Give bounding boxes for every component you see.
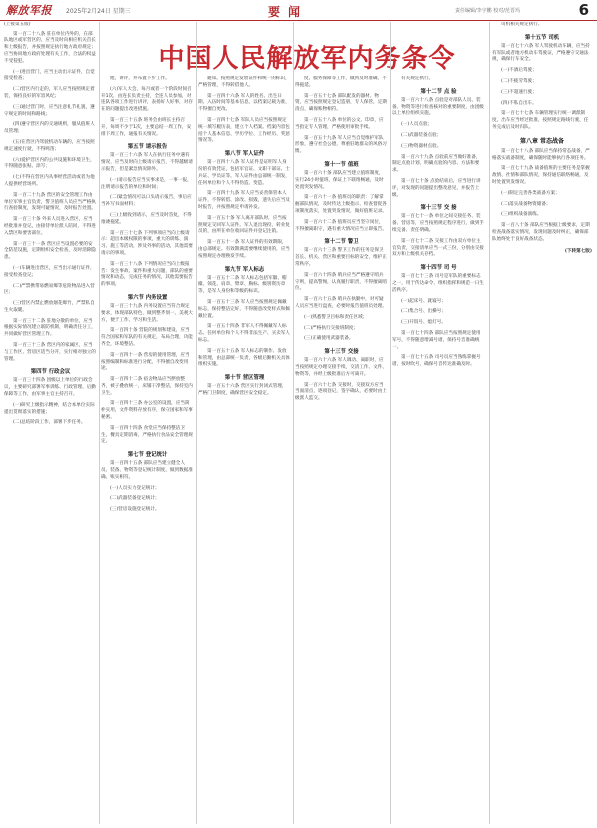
article-paragraph: (二)武器装备点验； <box>401 132 442 138</box>
section-heading: 第十节 营区管理 <box>224 375 265 382</box>
article-paragraph: (一)制定完善各类战备方案； <box>501 190 560 196</box>
article-paragraph: 第一百三十四条 团级以上单位的行政会议，主要研究部署军事训练、行政管理、后勤保障等工作，由军事主官主持召开。 <box>4 378 96 398</box>
article-paragraph: 第一百六十八条 点验是对部队人员、装备、物资等进行检查核对的重要制度，由团级以上单位组织实施。 <box>392 97 484 117</box>
section-heading: 第七节 登记统计 <box>127 452 168 459</box>
article-paragraph: 第一百七十八条 部队应当保持常态战备，严格落实战备制度，确保随时能够执行各项任务。 <box>492 148 590 161</box>
article-paragraph: (三)开饭号、熄灯号。 <box>401 320 446 326</box>
article-paragraph: (三)营区内禁止燃放烟花爆竹，严禁私自生火取暖。 <box>4 301 95 313</box>
section-heading: 第十二节 警卫 <box>324 239 359 246</box>
article-paragraph: 第一百五十八条 单位的公文、印章，应当指定专人管理，严格使用审批手续。 <box>295 117 384 130</box>
article-paragraph: (四)遵守营区内的交通规则，服从值班人员管理； <box>4 122 95 135</box>
article-paragraph: 他，讲评，并布置下步工作。 <box>110 76 170 81</box>
article-paragraph: 第一百三十六条 军人在执行任务中遇有情况，应当及时向上级请示报告，不得越级请示报告，但是紧急情况除外。 <box>101 153 193 172</box>
article-paragraph: (二)营区内行走的，军人应当按照规定着装，保持良好的军容风纪； <box>4 87 95 99</box>
article-paragraph: (一)人员实力登记统计； <box>110 485 160 491</box>
article-paragraph: 第一百三十一条 营区应当设置必要的安全防范设施，定期组织安全检查，及时消除隐患。 <box>4 241 96 261</box>
article-paragraph: (一)请示报告应当实事求是，一事一报，注明请示报告的单位和时间； <box>101 177 192 190</box>
section-heading: 第六节 内务设置 <box>127 294 168 301</box>
article-paragraph: 第一百八十条 部队应当根据上级要求，定期检查战备落实情况，发现问题及时纠正，确保部队始终处于良好战备状态。 <box>492 223 590 242</box>
article-paragraph: 第一百三十三条 营区内的家属区，应当与工作区、营房区适当分开，实行相对独立的管理。 <box>4 343 96 362</box>
article-paragraph: 第一百七十条 点验结束后，应当进行讲评，对发现的问题提出整改意见，并报告上级。 <box>392 178 481 198</box>
masthead <box>0 0 597 21</box>
section-heading: 第十一节 值班 <box>324 161 359 168</box>
article-paragraph: 第一百七十五条 司号员应当熟练掌握号谱，按时吹号，确保号音传达准确及时。 <box>392 355 481 368</box>
article-paragraph: (三)营房设施登记统计。 <box>110 507 160 513</box>
section-heading: 第十三节 交接 <box>324 349 359 356</box>
article-paragraph: 第一百四十五条 部队应当建立健全人员、装备、物资等登记统计制度，做到数据准确、账实相符。 <box>101 461 193 480</box>
article-paragraph: 第一百六十二条 值班员应当坚守岗位，不得擅离职守，遇有重大情况应当立即报告。 <box>295 219 387 232</box>
newspaper-logo: 解放军报 <box>6 4 52 17</box>
article-paragraph: (六)爱护营区内的公共设施和环境卫生，不得随意张贴、涂写； <box>4 157 95 170</box>
chapter-heading: 第八章 常态战备 <box>519 137 565 145</box>
section-heading: 第十四节 司 号 <box>420 265 457 272</box>
article-paragraph: 第一百七十六条 军人驾驶机动车辆，应当持有军队或者地方机动车驾驶证，严格遵守交通法规，确保行车安全。 <box>492 43 590 63</box>
section-title: 要闻 <box>268 5 309 19</box>
article-paragraph: 第一百五十四条 非军人不得佩戴军人标志。任何单位和个人不得非法生产、买卖军人标志。 <box>198 324 290 343</box>
article-paragraph: 第一百四十六条 军人的姓名、出生日期、入伍时间等基本信息，以档案记载为准，不得擅自更改。 <box>198 93 290 113</box>
article-paragraph: 第一百五十六条 营区实行封闭式管理，严格门卫制度，确保营区安全稳定。 <box>198 384 287 396</box>
article-paragraph: 第一百三十九条 内务设置应当符合规定要求，体现部队特色，做到整齐划一、美观大方，便于工作、学习和生活。 <box>101 303 193 323</box>
article-paragraph: 第一百五十条 军人离开部队时，应当按照规定交回军人证件。军人退出现役、转业复员的，由所在单位收回证件并登记注销。 <box>198 215 290 235</box>
article-paragraph: 第一百五十五条 军人标志的制作、发放和管理，由总部统一负责，各级后勤机关具体组织实施。 <box>198 348 290 368</box>
article-paragraph: 第一百六十条 部队应当建立值班制度，实行24小时值班，保证上下联络畅通，及时处置突发情况。 <box>295 170 384 190</box>
article-headline: 中国人民解放军内务条令 <box>158 44 456 74</box>
text-column-6 <box>492 22 592 824</box>
text-column-5 <box>392 76 485 824</box>
article-paragraph: 第一百三十二条 驻地分散的单位，应当根据实际情况建立联防机制，明确责任分工，共同做好营区管理工作。 <box>4 318 96 338</box>
article-paragraph: 通知。按照规定发放证件和统一的标识，严格管理，不得转借他人。 <box>198 76 290 88</box>
article-paragraph: 第一百六十七条 交接时，交接双方应当当面清点，逐项登记，签字确认，必要时由上级派人监交。 <box>295 382 387 402</box>
article-paragraph: (二)集合号、出操号； <box>401 309 446 315</box>
article-paragraph: 第一百四十八条 军人证件是证明军人身份的有效凭证，包括军官证、文职干部证、士兵证、学员证等。军人证件由总部统一制发，任何单位和个人不得伪造、变造。 <box>198 160 290 186</box>
article-paragraph: 第一百六十三条 警卫工作的任务是保卫首长、机关、营区和重要目标的安全，维护正常秩序。 <box>295 248 387 267</box>
article-paragraph: 有关规定执行。 <box>401 76 434 81</box>
article-paragraph: (三)通过营门时，应当注意礼节礼貌，遵守规定的时间和路线； <box>4 104 95 117</box>
section-heading: 第四节 行政会议 <box>30 369 71 376</box>
column-divider <box>293 22 294 824</box>
article-paragraph: (一)熟悉警卫目标和责任区域； <box>304 314 368 320</box>
article-paragraph: 第一百四十九条 军人应当妥善保管本人证件，不得转借、涂改、损毁，遗失后应当及时报告，并按照规定申请补发。 <box>198 191 290 210</box>
article-paragraph: (五)在营区内驾驶机动车辆的，应当按照规定速度行驶，不得鸣笛； <box>4 139 95 152</box>
article-paragraph: 第一百二十九条 营区的安全管理工作由单位军事主官负责，警卫值班人员应当严格执行查验制度，发现可疑情况，及时报告处置。 <box>4 192 96 212</box>
article-paragraph: 第一百四十条 营院的规划和建设，应当符合国家和军队的有关规定，布局合理，功能齐全，环境整洁。 <box>101 328 193 347</box>
text-column-4 <box>295 76 388 824</box>
text-column-3 <box>198 76 291 824</box>
article-paragraph: (一)车辆进出营区，应当出示通行证件，接受检查登记； <box>4 265 95 278</box>
article-paragraph: 第一百六十九条 点验前应当做好准备，制定点验计划，明确点验的内容、方法和要求。 <box>392 154 481 174</box>
article-paragraph: 第一百四十二条 宿舍物品应当摆放整齐，被子叠放统一，床铺干净整洁，保持室内卫生。 <box>101 377 193 396</box>
article-paragraph: 第一百六十一条 值班员的职责：了解掌握部队情况，及时传达上级指示，检查督促各项制度落实，处置突发情况，做好值班记录。 <box>295 195 387 214</box>
continued-note: (上接第五版) <box>4 22 31 27</box>
article-paragraph: (二)武器装备登记统计； <box>110 496 160 502</box>
article-paragraph: (二)严格执行交接班制度； <box>304 325 359 331</box>
article-paragraph: 第一百六十四条 哨兵应当严格遵守哨兵守则，提高警惕，认真履行职责，不得擅离哨位。 <box>295 272 387 292</box>
article-paragraph: 第一百三十五条 班务会由班长主持召开，每周不少于1次，主要总结一周工作，安排下周工作，通报有关情况。 <box>101 117 192 137</box>
article-paragraph: (二)落实战备物资储备； <box>501 201 551 207</box>
article-paragraph: 第一百七十三条 司号是军队的重要标志之一，用于传达命令、组织指挥和规范一日生活秩序。 <box>392 274 484 293</box>
article-paragraph: 第一百七十七条 车辆管理实行统一调派制度，出车应当经过批准，按照规定路线行驶，任务完成后及时归队。 <box>492 111 589 130</box>
article-paragraph: 第一百三十七条 下列事项应当向上级请示：超出本级权限的事项，重大的训练、演习、施工等活动，涉及外事的活动，其他需要请示的事项。 <box>101 230 193 256</box>
article-paragraph: 第一百七十一条 单位之间交接任务、装备、营房等，应当按照规定程序进行，做到手续完备、责任明确。 <box>392 214 484 233</box>
article-paragraph: (三)不超速行驶； <box>501 89 537 95</box>
article-paragraph: 第一百四十七条 军队人员应当按照规定统一填写履历表，建立个人档案。档案内容包括个人基本信息、学历学位、工作经历、奖惩情况等。 <box>198 117 290 144</box>
article-paragraph: (二)总结阶段工作，部署下步任务。 <box>13 420 86 426</box>
article-paragraph: 第一百四十一条 营房的使用管理，应当按照编制和标准进行分配，不得擅自改变用途。 <box>101 352 190 372</box>
article-paragraph: 第一百六十五条 哨兵在执勤中，对可疑人员应当进行盘查，必要时报告值班员处理。 <box>295 297 387 309</box>
column-divider <box>99 22 100 824</box>
article-paragraph: 第一百五十七条 部队配发的器材、物资，应当按照规定登记造册，专人保管，定期清点，确保账物相符。 <box>295 93 387 113</box>
article-paragraph: 第一百五十九条 军人应当自觉维护军队形象，遵守社会公德，尊重驻地群众的风俗习惯。 <box>295 135 387 155</box>
article-paragraph: 第一百三十条 外来人员进入营区，应当经批准并登记，由接待单位派人陪同，不得进入禁区和要害部位。 <box>4 217 96 236</box>
article-paragraph: (二)紧急情况可以口头请示报告，事后应当补写书面材料； <box>101 195 192 208</box>
section-heading: 第八节 军人证件 <box>224 151 265 158</box>
article-paragraph: (四)不私自出车。 <box>501 100 537 106</box>
article-paragraph: 司机相关规定执行。 <box>501 22 543 27</box>
section-heading: 第十五节 司机 <box>524 34 560 41</box>
page-number: 6 <box>578 1 589 19</box>
article-paragraph: (一)不酒后驾驶； <box>501 68 537 74</box>
article-paragraph: (三)上级收到请示，应当及时答复，不得推诿拖延。 <box>101 212 192 225</box>
continued-note: (下转第七版) <box>564 248 592 254</box>
article-paragraph: (一)起床号、就寝号； <box>401 298 446 304</box>
article-paragraph: (二)严禁携带易燃易爆等危险物品进入营区； <box>4 283 95 296</box>
article-paragraph: (一)研究上级指示精神，结合本单位实际提出贯彻落实的措施； <box>4 402 95 415</box>
article-paragraph: 第一百五十一条 军人证件的有效期限，由总部规定。有效期满需要继续使用的，应当按照规定办理换发手续。 <box>198 240 290 259</box>
article-paragraph: (三)正确使用武器装备。 <box>304 336 354 342</box>
article-paragraph: (六)军人大会，每月或者一个阶段时间召开1次，由连长负责主持，全连人员参加，对连队各项工作进行讲评，表扬好人好事，对存在的问题提出改进措施。 <box>101 86 193 113</box>
article-paragraph: (一)进出营门，应当主动出示证件，自觉接受检查； <box>4 69 95 82</box>
section-heading: 第十三节 交 接 <box>420 205 457 212</box>
issue-date: 2025年2月24日 星期三 <box>66 8 131 15</box>
article-paragraph: (七)不得在营区内从事经营活动或者为他人提供经营场所。 <box>4 175 95 187</box>
section-heading: 第九节 军人标志 <box>224 266 265 273</box>
section-heading: 第十二节 点 验 <box>420 88 457 95</box>
article-paragraph: (一)人员点验； <box>401 122 433 128</box>
article-paragraph: (三)组织战备演练。 <box>501 212 542 218</box>
article-paragraph: 第一百七十二条 交接工作由双方单位主官负责，交接清单应当一式三份，分别由交接双方和上级机关存档。 <box>392 238 484 258</box>
article-paragraph: 第一百四十三条 办公室的设置，应当简朴实用，文件资料存放有序，保守国家和军事秘密。 <box>101 401 193 421</box>
article-paragraph: 第一百五十三条 军人应当按照规定佩戴标志，保持整洁完好，不得随意改变样式和佩戴位置。 <box>198 299 290 319</box>
editor-credits: 责任编辑/李宇鹏 校对/范晋玛 <box>455 8 520 14</box>
text-column-2 <box>101 76 194 824</box>
article-paragraph: 第一百三十八条 下列情况应当向上级报告：发生事故、案件和重大问题，部队的重要情况和动态，完成任务的情况，其他需要报告的事项。 <box>101 261 193 288</box>
article-paragraph: (三)物资器材点验。 <box>401 143 442 149</box>
article-paragraph: 第一百七十四条 部队应当按照规定使用军号，不得随意增减号谱，保持号音准确统一。 <box>392 330 481 350</box>
article-paragraph: 第一百六十六条 军人调动、离职时，应当按照规定办理交接手续，交清工作、文件、物资等，并经上级批准后方可离开。 <box>295 358 387 377</box>
section-heading: 第五节 请示报告 <box>127 144 168 151</box>
column-divider <box>390 22 391 824</box>
article-paragraph: 第一百四十四条 食堂应当保持整洁卫生，餐具定期消毒，严格执行食品安全管理规定。 <box>101 425 193 445</box>
article-paragraph: 度、服务保障等工作，做到及时准确，不得拖延。 <box>295 76 387 88</box>
article-paragraph: 第一百二十八条 驻在单位内外的，在部队地区或军营区的，应当及时向相应机关首长和上级报告，并按照规定执行地方政府规定；应当协同地方政府处理有关工作，合法的权益不受侵犯。 <box>4 31 96 64</box>
column-divider <box>196 22 197 824</box>
text-column-1 <box>4 22 97 824</box>
article-paragraph: 第一百五十二条 军人标志包括军徽、帽徽、领花、肩章、臂章、胸标、级别资历章等，是军人身份和等级的标识。 <box>198 275 287 295</box>
article-paragraph: 第一百七十九条 战备值班的主要任务是掌握敌情、社情和部队情况，保持通信联络畅通，及时处置突发情况。 <box>492 166 590 185</box>
article-paragraph: (二)不疲劳驾驶； <box>501 78 537 84</box>
column-divider <box>489 22 490 824</box>
